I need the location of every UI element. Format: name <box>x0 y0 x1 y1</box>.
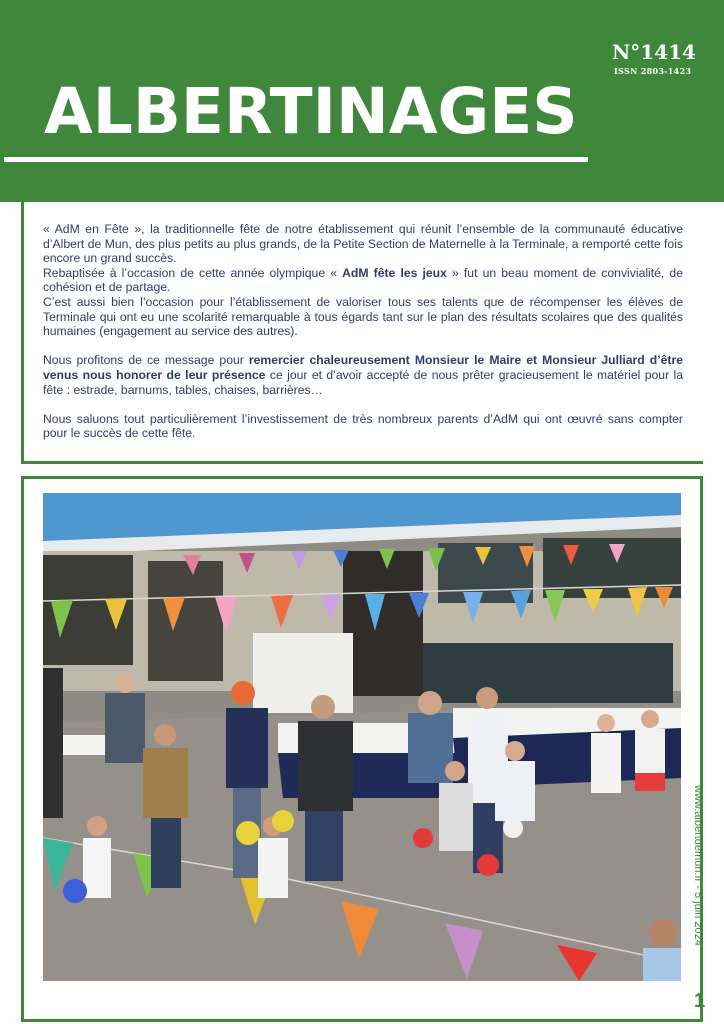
title-underline <box>4 157 588 162</box>
paragraph-gap <box>43 339 683 354</box>
intro-paragraph-2 <box>43 266 683 295</box>
festival-scene-illustration <box>43 493 681 981</box>
event-name: AdM fête les jeux <box>342 265 447 280</box>
thanks-highlight: remercier chaleureusement Monsieur le Maire et Monsieur Julliard d’être venus nous honorer de leur présence <box>43 353 683 382</box>
issue-number: N°1414 <box>612 40 696 64</box>
newsletter-title: ALBERTINAGES <box>44 75 578 148</box>
intro-paragraph-1: « AdM en Fête », la traditionnelle fête de notre établissement qui réunit l’ensemble de la communauté éducative d’Albert de Mun, des plus petits au plus grands, de la Petite Section de Maternelle à la Terminale, a remporté cette fois encore un grand succès. <box>43 222 683 266</box>
issn-number: ISSN 2803-1423 <box>614 66 692 76</box>
paragraph-gap <box>43 397 683 412</box>
intro-paragraph-2-start: Rebaptisée à l’occasion de cette année olympique « <box>43 265 343 280</box>
intro-paragraph-2-end: » fut un beau moment de convivialité, de cohésion et de partage. <box>43 265 683 295</box>
website-date-vertical <box>690 785 706 975</box>
intro-paragraph-4-start: Nous profitons de ce message pour <box>43 353 249 368</box>
intro-article <box>43 222 683 441</box>
event-photo <box>43 493 681 981</box>
page-number: 1 <box>694 990 706 1012</box>
intro-paragraph-3: C’est aussi bien l’occasion pour l’établissement de valoriser tous ses talents que de récompenser les élèves de Terminale qui ont eu une scolarité remarquable à tous égards tant sur le plan des résultats scolaires que des qualités humaines (engagement au service des autres). <box>43 294 683 339</box>
intro-paragraph-5: Nous saluons tout particulièrement l’investissement de très nombreux parents d’AdM qui ont œuvré sans compter pour le succès de cette fête. <box>43 411 683 441</box>
intro-paragraph-4-end: ce jour et d’avoir accepté de nous prêter gracieusement le matériel pour la fête : estrade, barnums, tables, chaises, barrières… <box>43 367 684 397</box>
website-date-text: www.albertdemun.fr - 5 juin 2024 <box>692 785 704 946</box>
intro-paragraph-4 <box>43 353 683 397</box>
masthead-banner <box>0 0 724 202</box>
